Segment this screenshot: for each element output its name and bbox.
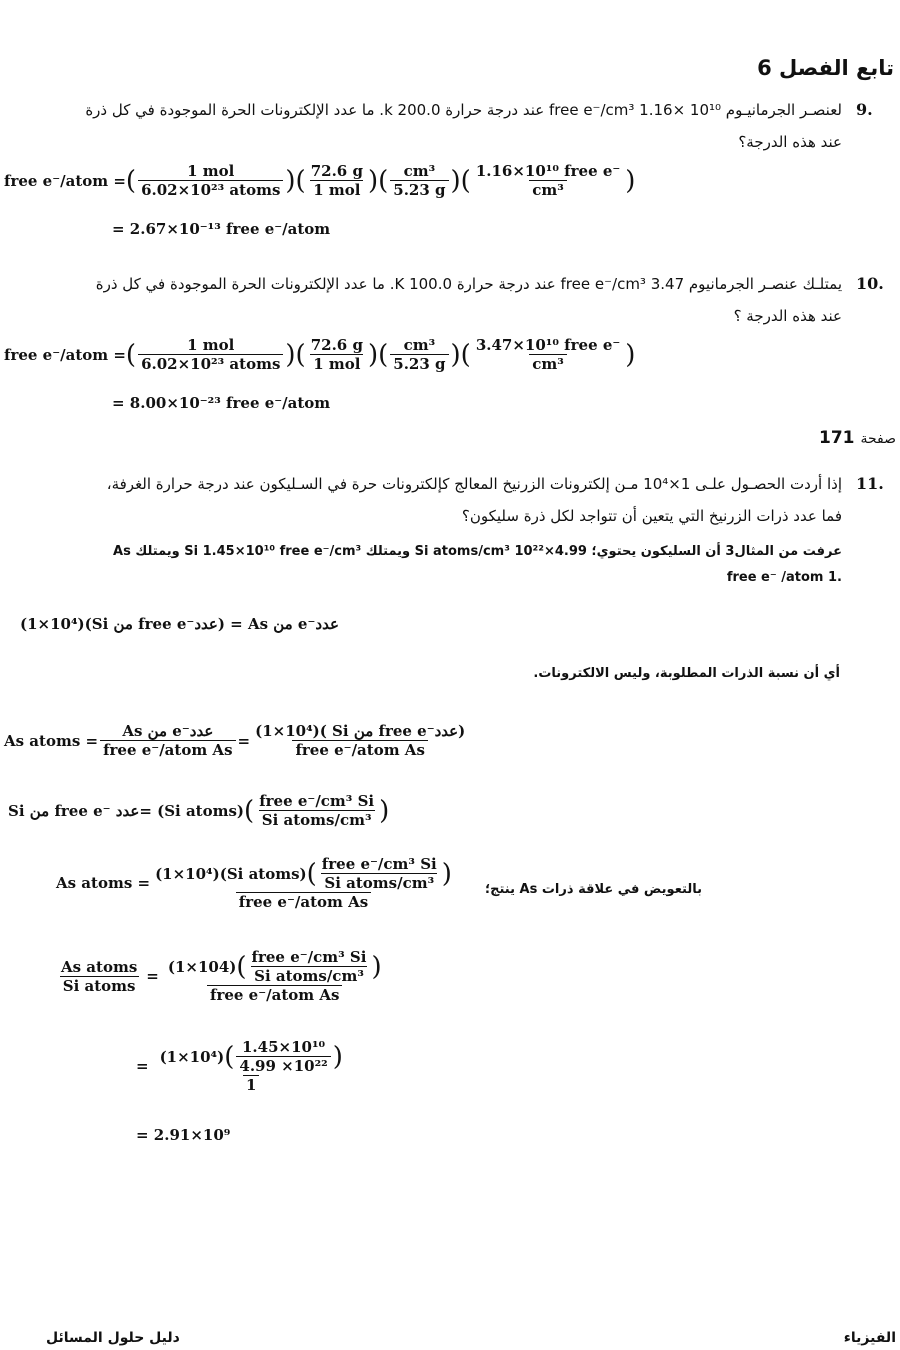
question-10-line-1: يمتلـك عنصـر الجرمانيوم free e⁻/cm³ 3.47 عند درجة حرارة 100.0 K. ما عدد الإلكترونات الحرة الموجودة في كل ذرة: [95, 275, 842, 293]
question-11-line-2: فما عدد ذرات الزرنيخ التي يتعين أن تتواجد لكل ذرة سليكون؟: [461, 507, 842, 525]
q11-substitution-label: بالتعويض في علاقة ذرات As ينتج؛: [484, 882, 702, 897]
q9-fraction-2: $\frac{72.6 g}{\text{1 mol}}$: [310, 162, 363, 199]
q11-note: أي أن نسبة الذرات المطلوبة، وليس الالكترونات.: [533, 666, 840, 681]
question-9-number: 9.: [856, 100, 873, 119]
question-10-number: 10.: [856, 274, 884, 293]
q10-fraction-3: $\frac{\text{cm³}}{5.23 g}$: [390, 336, 448, 373]
q11-ratio-lhs: $\frac{\text{As atoms}}{\text{Si atoms}}$: [61, 957, 138, 995]
q11-count-equation: (1×10⁴)(Si من free e⁻عدد) = As من e⁻عدد: [20, 615, 339, 633]
q9-fraction-3: $\frac{\text{cm³}}{5.23 g}$: [390, 162, 448, 199]
question-11-text: [2, 468, 842, 532]
q10-fraction-1: $\frac{\text{1 mol}}{\text{6.02×10²³ atoms}}$: [138, 336, 283, 373]
question-10-text: [2, 268, 842, 332]
q10-fraction-4: $\frac{\text{3.47×10¹⁰ free e⁻}}{\text{cm³}}$: [475, 336, 621, 373]
question-9-line-1: لعنصـر الجرمانيـوم free e⁻/cm³ 1.16× 10¹⁰ عند درجة حرارة 200.0 k. ما عدد الإلكترونات الحرة الموجودة في كل ذرة: [85, 101, 842, 119]
q11-known-line-1: عرفت من المثال3 أن السليكون يحتوي؛ 4.99×10²² Si atoms/cm³ ويمتلك Si 1.45×10¹⁰ free e⁻/cm³ ويمتلك As: [113, 544, 842, 559]
q11-as-atoms-lhs: As atoms =: [4, 731, 99, 750]
question-10-line-2: عند هذه الدرجة ؟: [733, 307, 842, 325]
q9-result: = 2.67×10⁻¹³ free e⁻/atom: [112, 220, 331, 238]
q11-si-fraction: $\frac{\text{free e⁻/cm³ Si}}{\text{Si atoms/cm³}}$: [259, 792, 375, 829]
q11-known-values: [4, 539, 842, 591]
q11-si-free-e-equation: Si من free e⁻ عدد= (Si atoms) ( $\frac{\text{free e⁻/cm³ Si}}{\text{Si atoms/cm³}}$ ): [8, 792, 390, 829]
q11-as-atoms-fraction-2: $\frac{\text{(1×10⁴)( Si من free e⁻عدد)}}{\text{free e⁻/atom As}}$: [255, 722, 466, 759]
page-reference-number: 171: [818, 428, 855, 448]
footer-guide-title: دليل حلول المسائل: [46, 1330, 180, 1346]
page-reference-label: صفحة: [860, 431, 896, 447]
q11-substitution-equation: [56, 855, 457, 911]
q11-as-atoms-fraction-1: $\frac{\text{As من e⁻عدد}}{\text{free e⁻/atom As}}$: [100, 722, 235, 759]
q11-substitution-lhs: As atoms =: [56, 874, 151, 892]
q11-ratio-equation: $\frac{\text{As atoms}}{\text{Si atoms}}$ = (1×104) ( $\frac{\text{free e⁻/cm³ Si}}{\text{Si atoms/cm³}}$ ) free e⁻/atom As: [56, 948, 387, 1004]
q11-calculation-fraction: (1×10⁴) ( $\frac{\text{1.45×10¹⁰}}{\text{4.99 ×10²²}}$ ) 1: [159, 1038, 343, 1094]
page-reference: [819, 428, 896, 448]
q10-lhs: free e⁻/atom =: [4, 345, 126, 364]
q10-equation: free e⁻/atom = ( $\frac{\text{1 mol}}{\text{6.02×10²³ atoms}}$ ) ( $\frac{72.6 g}{\text{1 mol}}$ ) ( $\frac{\text{cm³}}{5.23 g}$ ) ( $\frac{\text{3.47×10¹⁰ free e⁻}}{\text{cm³}}$ ): [4, 336, 636, 373]
footer-subject: الفيزياء: [843, 1330, 896, 1346]
q9-fraction-4: $\frac{\text{1.16×10¹⁰ free e⁻}}{\text{cm³}}$: [475, 162, 621, 199]
question-11-number: 11.: [856, 474, 884, 493]
q11-si-lhs: Si من free e⁻ عدد= (Si atoms): [8, 801, 245, 820]
q11-calculation: = (1×10⁴) ( $\frac{\text{1.45×10¹⁰}}{\text{4.99 ×10²²}}$ ) 1: [136, 1038, 348, 1094]
q11-as-atoms-equation: As atoms = $\frac{\text{As من e⁻عدد}}{\text{free e⁻/atom As}}$ = $\frac{\text{(1×10⁴)( Si من free e⁻عدد)}}{\text{free e⁻/atom As}}$: [4, 722, 470, 759]
q11-known-line-2: .1 free e⁻ /atom: [726, 570, 842, 585]
q11-ratio-fraction: (1×104) ( $\frac{\text{free e⁻/cm³ Si}}{\text{Si atoms/cm³}}$ ) free e⁻/atom As: [167, 948, 382, 1004]
q11-substitution-fraction: (1×10⁴)(Si atoms) ( $\frac{\text{free e⁻/cm³ Si}}{\text{Si atoms/cm³}}$ ) free e⁻/atom As: [155, 855, 452, 911]
q9-equation: free e⁻/atom = ( $\frac{\text{1 mol}}{\text{6.02×10²³ atoms}}$ ) ( $\frac{72.6 g}{\text{1 mol}}$ ) ( $\frac{\text{cm³}}{5.23 g}$ ) ( $\frac{\text{1.16×10¹⁰ free e⁻}}{\text{cm³}}$ ): [4, 162, 636, 199]
q10-result: = 8.00×10⁻²³ free e⁻/atom: [112, 394, 331, 412]
question-11-line-1: إذا أردت الحصـول علـى 1×10⁴ مـن إلكترونات الزرنيخ المعالج كإلكترونات حرة في السـليكون عند درجة حرارة الغرفة،: [106, 475, 842, 493]
q10-fraction-2: $\frac{72.6 g}{\text{1 mol}}$: [310, 336, 363, 373]
q9-lhs: free e⁻/atom =: [4, 171, 126, 190]
page-title: تابع الفصل 6: [757, 56, 894, 80]
question-9-line-2: عند هذه الدرجة؟: [738, 133, 842, 151]
question-9-text: [2, 94, 842, 158]
q9-fraction-1: $\frac{\text{1 mol}}{\text{6.02×10²³ atoms}}$: [138, 162, 283, 199]
q11-final-result: = 2.91×10⁹: [136, 1126, 231, 1144]
